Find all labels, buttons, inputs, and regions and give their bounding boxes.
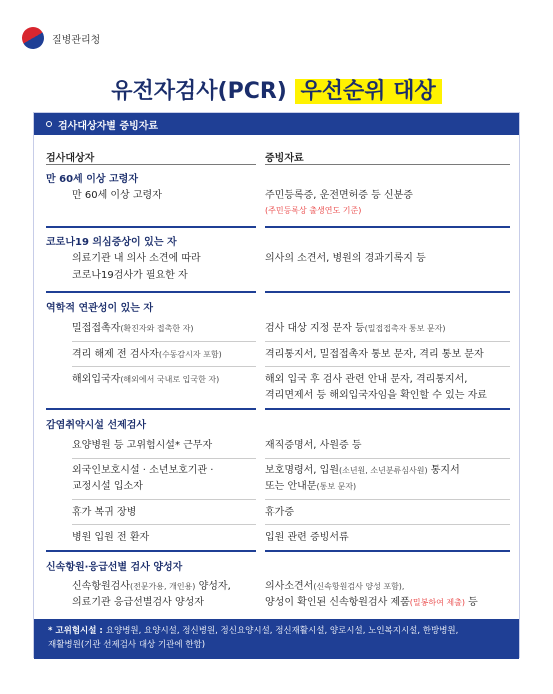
footnote: * 고위험시설 : 요양병원, 요양시설, 정신병원, 정신요양시설, 정신재활시설, 양로시설, 노인복지시설, 한방병원, 재활병원(기관 선제검사 대상 기관에 한함) (34, 619, 519, 659)
column-header-target: 검사대상자 (46, 153, 95, 164)
category-symptomatic: 코로나19 의심증상이 있는 자 (46, 237, 177, 248)
target-text: 교정시설 입소자 (72, 481, 143, 492)
row-divider (72, 458, 256, 459)
title-part1: 유전자검사(PCR) (111, 79, 287, 104)
circle-bullet-icon (46, 121, 52, 127)
target-text: 해외입국자(해외에서 국내로 입국한 자) (72, 374, 220, 385)
target-text: 요양병원 등 고위험시설* 근무자 (72, 440, 213, 451)
category-elderly: 만 60세 이상 고령자 (46, 174, 138, 185)
row-divider (265, 524, 510, 525)
section-divider (265, 408, 510, 410)
evidence-text: 재직증명서, 사원증 등 (265, 440, 362, 451)
row-divider (72, 524, 256, 525)
evidence-text: 양성이 확인된 신속항원검사 제품(밀봉하여 제출) 등 (265, 597, 478, 608)
card-header (34, 113, 519, 135)
evidence-text: 격리면제서 등 해외입국자임을 확인할 수 있는 자료 (265, 390, 487, 401)
evidence-text: 입원 관련 증빙서류 (265, 532, 349, 543)
row-divider (265, 366, 510, 367)
evidence-text: 보호명령서, 입원(소년원, 소년분류심사원) 통지서 (265, 465, 460, 476)
category-epidemiological: 역학적 연관성이 있는 자 (46, 303, 154, 314)
evidence-text: 의사의 소견서, 병원의 경과기록지 등 (265, 253, 426, 264)
government-logo-icon (18, 23, 48, 53)
target-text: 밀접접촉자(확진자와 접촉한 자) (72, 323, 194, 334)
evidence-text: 또는 안내문(통보 문자) (265, 481, 357, 492)
section-divider (265, 550, 510, 552)
evidence-text: 의사소견서(신속항원검사 양성 포함), (265, 581, 405, 592)
row-divider (265, 341, 510, 342)
divider (46, 164, 256, 165)
section-divider (46, 550, 256, 552)
category-rapid-test-positive: 신속항원·응급선별 검사 양성자 (46, 562, 183, 573)
target-text: 외국인보호시설 · 소년보호기관 · (72, 465, 214, 476)
divider (265, 164, 510, 165)
target-text: 의료기관 내 의사 소견에 따라 (72, 253, 201, 264)
target-text: 격리 해제 전 검사자(수동감시자 포함) (72, 349, 222, 360)
row-divider (72, 341, 256, 342)
section-divider (265, 291, 510, 293)
evidence-text: 휴가증 (265, 507, 294, 518)
section-divider (46, 226, 256, 228)
category-vulnerable-facilities: 감염취약시설 선제검사 (46, 420, 147, 431)
evidence-text: 해외 입국 후 검사 관련 안내 문자, 격리통지서, (265, 374, 468, 385)
section-divider (46, 291, 256, 293)
evidence-note: (주민등록상 출생연도 기준) (265, 206, 362, 215)
target-text: 휴가 복귀 장병 (72, 507, 137, 518)
evidence-text: 검사 대상 지정 문자 등(밀접접촉자 통보 문자) (265, 323, 446, 334)
title-highlight: 우선순위 대상 (295, 79, 442, 104)
agency-header (22, 27, 100, 49)
evidence-text: 격리통지서, 밀접접촉자 통보 문자, 격리 통보 문자 (265, 349, 484, 360)
evidence-card (33, 112, 520, 658)
row-divider (265, 458, 510, 459)
card-header-text: 검사대상자별 증빙자료 (58, 120, 159, 132)
target-text: 병원 입원 전 환자 (72, 532, 150, 543)
target-text: 코로나19검사가 필요한 자 (72, 270, 188, 281)
target-text: 신속항원검사(전문가용, 개인용) 양성자, (72, 581, 231, 592)
section-divider (265, 226, 510, 228)
target-text: 의료기관 응급선별검사 양성자 (72, 597, 204, 608)
row-divider (72, 366, 256, 367)
evidence-text: 주민등록증, 운전면허증 등 신분증 (265, 190, 413, 201)
row-divider (265, 499, 510, 500)
row-divider (72, 499, 256, 500)
page-title (0, 74, 553, 105)
agency-name: 질병관리청 (52, 34, 101, 46)
target-text: 만 60세 이상 고령자 (72, 190, 162, 201)
column-header-evidence: 증빙자료 (265, 153, 304, 164)
section-divider (46, 408, 256, 410)
